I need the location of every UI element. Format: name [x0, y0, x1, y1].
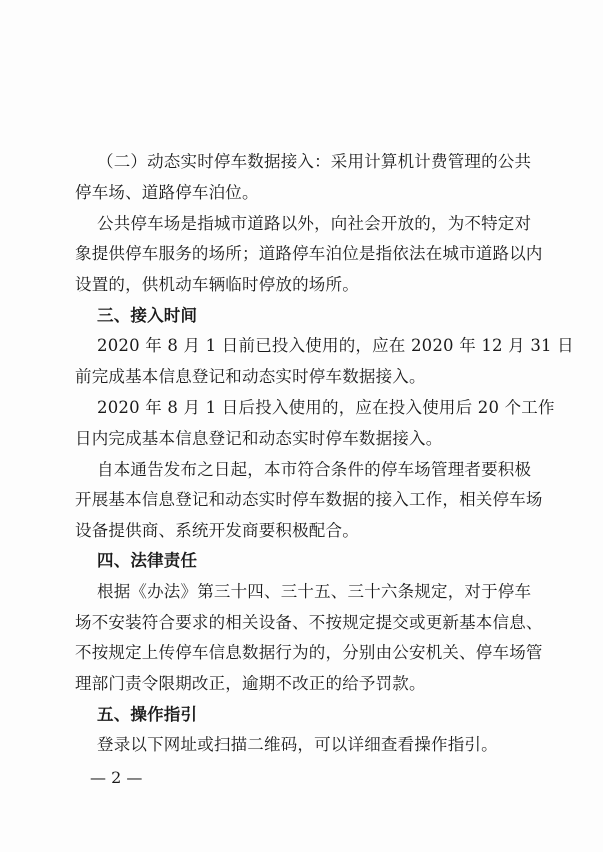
- paragraph-line: 开展基本信息登记和动态实时停车数据的接入工作，相关停车场: [75, 490, 543, 509]
- paragraph-line: 停车场、道路停车泊位。: [75, 183, 259, 202]
- paragraph-line: 场不安装符合要求的相关设备、不按规定提交或更新基本信息、: [75, 613, 543, 632]
- paragraph-line: 象提供停车服务的场所；道路停车泊位是指依法在城市道路以内: [75, 244, 543, 263]
- paragraph-line: 根据《办法》第三十四、三十五、三十六条规定，对于停车: [97, 582, 532, 601]
- section-heading: 五、操作指引: [97, 705, 198, 724]
- paragraph-line: 前完成基本信息登记和动态实时停车数据接入。: [75, 367, 426, 386]
- section-heading: 三、接入时间: [97, 306, 198, 325]
- paragraph-line: 2020 年 8 月 1 日后投入使用的，应在投入使用后 20 个工作: [97, 398, 555, 417]
- paragraph-line: 2020 年 8 月 1 日前已投入使用的，应在 2020 年 12 月 31 日: [97, 336, 574, 355]
- paragraph-line: 设置的，供机动车辆临时停放的场所。: [75, 275, 359, 294]
- section-heading: 四、法律责任: [97, 551, 198, 570]
- paragraph-line: 自本通告发布之日起，本市符合条件的停车场管理者要积极: [97, 460, 532, 479]
- paragraph-line: 公共停车场是指城市道路以外，向社会开放的，为不特定对: [97, 214, 532, 233]
- paragraph-line: 理部门责令限期改正，逾期不改正的给予罚款。: [75, 674, 426, 693]
- paragraph-line: 不按规定上传停车信息数据行为的，分别由公安机关、停车场管: [75, 643, 543, 662]
- paragraph-line: 设备提供商、系统开发商要积极配合。: [75, 521, 359, 540]
- page-number: — 2 —: [90, 768, 143, 787]
- paragraph-line: 日内完成基本信息登记和动态实时停车数据接入。: [75, 429, 443, 448]
- paragraph-line: （二）动态实时停车数据接入：采用计算机计费管理的公共: [97, 152, 532, 171]
- paragraph-line: 登录以下网址或扫描二维码，可以详细查看操作指引。: [97, 735, 498, 754]
